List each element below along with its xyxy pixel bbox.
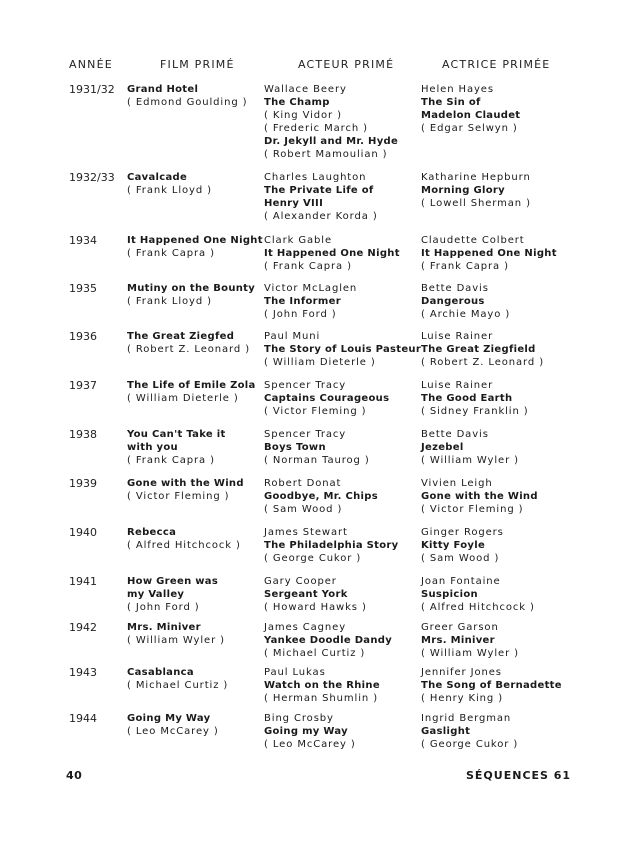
award-year: 1944 bbox=[69, 712, 97, 725]
person-name: Ginger Rogers bbox=[421, 527, 504, 538]
film-title: Boys Town bbox=[264, 442, 326, 453]
person-name: ( Victor Fleming ) bbox=[421, 504, 524, 515]
film-title: with you bbox=[127, 442, 178, 453]
person-name: Greer Garson bbox=[421, 622, 499, 633]
film-cell bbox=[127, 171, 212, 197]
person-name: Joan Fontaine bbox=[421, 576, 501, 587]
film-cell bbox=[127, 330, 250, 356]
actor-cell bbox=[264, 477, 378, 516]
person-name: ( Sam Wood ) bbox=[421, 553, 500, 564]
person-name: ( Frank Lloyd ) bbox=[127, 185, 212, 196]
film-title: Casablanca bbox=[127, 667, 194, 678]
person-name: Paul Lukas bbox=[264, 667, 326, 678]
film-title: Henry VIII bbox=[264, 198, 324, 209]
actor-cell bbox=[264, 234, 400, 273]
person-name: ( Frank Capra ) bbox=[127, 248, 215, 259]
person-name: ( John Ford ) bbox=[264, 309, 337, 320]
person-name: Luise Rainer bbox=[421, 380, 494, 391]
actress-cell bbox=[421, 666, 562, 705]
person-name: ( Henry King ) bbox=[421, 693, 503, 704]
person-name: Spencer Tracy bbox=[264, 429, 347, 440]
person-name: Gary Cooper bbox=[264, 576, 337, 587]
person-name: Robert Donat bbox=[264, 478, 342, 489]
film-title: The Story of Louis Pasteur bbox=[264, 344, 422, 355]
film-cell bbox=[127, 575, 218, 614]
person-name: James Cagney bbox=[264, 622, 347, 633]
film-title: Cavalcade bbox=[127, 172, 188, 183]
person-name: ( William Dieterle ) bbox=[264, 357, 376, 368]
actor-cell bbox=[264, 379, 389, 418]
person-name: ( Howard Hawks ) bbox=[264, 602, 367, 613]
film-title: You Can't Take it bbox=[127, 429, 226, 440]
award-year: 1938 bbox=[69, 428, 97, 441]
actress-cell bbox=[421, 83, 520, 135]
film-title: The Private Life of bbox=[264, 185, 374, 196]
person-name: ( Alfred Hitchcock ) bbox=[127, 540, 241, 551]
header-actor: ACTEUR PRIMÉ bbox=[298, 58, 395, 71]
person-name: Jennifer Jones bbox=[421, 667, 502, 678]
person-name: ( Frank Capra ) bbox=[421, 261, 509, 272]
actress-cell bbox=[421, 379, 529, 418]
person-name: ( Archie Mayo ) bbox=[421, 309, 511, 320]
film-title: Going My Way bbox=[127, 713, 211, 724]
film-title: Rebecca bbox=[127, 527, 177, 538]
film-title: Kitty Foyle bbox=[421, 540, 486, 551]
person-name: Claudette Colbert bbox=[421, 235, 525, 246]
film-cell bbox=[127, 379, 256, 405]
person-name: ( Frederic March ) bbox=[264, 123, 368, 134]
person-name: ( Robert Z. Leonard ) bbox=[127, 344, 251, 355]
film-title: The Philadelphia Story bbox=[264, 540, 399, 551]
actor-cell bbox=[264, 330, 421, 369]
page-number: 40 bbox=[66, 769, 83, 782]
award-year: 1943 bbox=[69, 666, 97, 679]
person-name: Helen Hayes bbox=[421, 84, 494, 95]
film-cell bbox=[127, 477, 244, 503]
person-name: ( Edgar Selwyn ) bbox=[421, 123, 518, 134]
person-name: Luise Rainer bbox=[421, 331, 494, 342]
header-actress: ACTRICE PRIMÉE bbox=[442, 58, 551, 71]
person-name: ( Alfred Hitchcock ) bbox=[421, 602, 535, 613]
actor-cell bbox=[264, 83, 398, 161]
actress-cell bbox=[421, 428, 519, 467]
film-cell bbox=[127, 83, 247, 109]
film-title: It Happened One Night bbox=[264, 248, 400, 259]
person-name: Bette Davis bbox=[421, 429, 489, 440]
film-title: my Valley bbox=[127, 589, 185, 600]
header-film: FILM PRIMÉ bbox=[160, 58, 235, 71]
person-name: Bing Crosby bbox=[264, 713, 334, 724]
film-cell bbox=[127, 666, 228, 692]
award-year: 1940 bbox=[69, 526, 97, 539]
person-name: James Stewart bbox=[264, 527, 348, 538]
film-cell bbox=[127, 282, 255, 308]
film-title: Morning Glory bbox=[421, 185, 505, 196]
person-name: ( George Cukor ) bbox=[264, 553, 362, 564]
actor-cell bbox=[264, 712, 356, 751]
person-name: ( Michael Curtiz ) bbox=[264, 648, 366, 659]
film-title: It Happened One Night bbox=[127, 235, 263, 246]
film-title: Mutiny on the Bounty bbox=[127, 283, 256, 294]
actress-cell bbox=[421, 477, 538, 516]
film-cell bbox=[127, 428, 226, 467]
person-name: ( Leo McCarey ) bbox=[264, 739, 356, 750]
award-year: 1931/32 bbox=[69, 83, 115, 96]
person-name: ( Leo McCarey ) bbox=[127, 726, 219, 737]
film-title: Dangerous bbox=[421, 296, 485, 307]
award-year: 1941 bbox=[69, 575, 97, 588]
film-title: The Informer bbox=[264, 296, 341, 307]
person-name: ( John Ford ) bbox=[127, 602, 200, 613]
film-title: Mrs. Miniver bbox=[127, 622, 201, 633]
person-name: ( Frank Capra ) bbox=[264, 261, 352, 272]
person-name: ( Lowell Sherman ) bbox=[421, 198, 531, 209]
film-title: The Song of Bernadette bbox=[421, 680, 562, 691]
film-title: Suspicion bbox=[421, 589, 478, 600]
film-title: The Sin of bbox=[421, 97, 481, 108]
film-title: Going my Way bbox=[264, 726, 348, 737]
actor-cell bbox=[264, 666, 380, 705]
person-name: ( Robert Z. Leonard ) bbox=[421, 357, 545, 368]
film-title: Gone with the Wind bbox=[421, 491, 538, 502]
actress-cell bbox=[421, 526, 504, 565]
person-name: ( Frank Lloyd ) bbox=[127, 296, 212, 307]
award-year: 1935 bbox=[69, 282, 97, 295]
film-title: The Life of Emile Zola bbox=[127, 380, 256, 391]
film-title: It Happened One Night bbox=[421, 248, 557, 259]
film-cell bbox=[127, 526, 241, 552]
actor-cell bbox=[264, 526, 398, 565]
person-name: ( Michael Curtiz ) bbox=[127, 680, 229, 691]
person-name: ( William Dieterle ) bbox=[127, 393, 239, 404]
actress-cell bbox=[421, 330, 544, 369]
actor-cell bbox=[264, 282, 357, 321]
person-name: ( William Wyler ) bbox=[421, 455, 519, 466]
film-title: Madelon Claudet bbox=[421, 110, 521, 121]
person-name: Ingrid Bergman bbox=[421, 713, 512, 724]
film-title: How Green was bbox=[127, 576, 219, 587]
award-year: 1932/33 bbox=[69, 171, 115, 184]
person-name: ( Frank Capra ) bbox=[127, 455, 215, 466]
person-name: ( Edmond Goulding ) bbox=[127, 97, 248, 108]
actress-cell bbox=[421, 234, 557, 273]
film-title: Captains Courageous bbox=[264, 393, 390, 404]
actress-cell bbox=[421, 282, 510, 321]
header-year: ANNÉE bbox=[69, 58, 113, 71]
film-title: Sergeant York bbox=[264, 589, 348, 600]
film-title: The Great Ziegfield bbox=[421, 344, 536, 355]
person-name: ( Sam Wood ) bbox=[264, 504, 343, 515]
award-year: 1934 bbox=[69, 234, 97, 247]
person-name: Charles Laughton bbox=[264, 172, 367, 183]
film-title: Mrs. Miniver bbox=[421, 635, 495, 646]
person-name: ( Victor Fleming ) bbox=[264, 406, 367, 417]
film-title: Yankee Doodle Dandy bbox=[264, 635, 393, 646]
actor-cell bbox=[264, 621, 392, 660]
film-title: Gone with the Wind bbox=[127, 478, 244, 489]
journal-footer: SÉQUENCES 61 bbox=[466, 769, 572, 782]
person-name: Bette Davis bbox=[421, 283, 489, 294]
film-title: Goodbye, Mr. Chips bbox=[264, 491, 378, 502]
person-name: ( William Wyler ) bbox=[421, 648, 519, 659]
person-name: ( King Vidor ) bbox=[264, 110, 342, 121]
actress-cell bbox=[421, 621, 519, 660]
film-cell bbox=[127, 234, 263, 260]
film-title: Gaslight bbox=[421, 726, 471, 737]
film-cell bbox=[127, 712, 219, 738]
person-name: Wallace Beery bbox=[264, 84, 347, 95]
person-name: Katharine Hepburn bbox=[421, 172, 531, 183]
person-name: ( Alexander Korda ) bbox=[264, 211, 378, 222]
film-cell bbox=[127, 621, 225, 647]
person-name: ( William Wyler ) bbox=[127, 635, 225, 646]
film-title: The Good Earth bbox=[421, 393, 513, 404]
film-title: The Great Ziegfed bbox=[127, 331, 235, 342]
actress-cell bbox=[421, 712, 518, 751]
film-title: Dr. Jekyll and Mr. Hyde bbox=[264, 136, 399, 147]
actor-cell bbox=[264, 428, 370, 467]
person-name: Spencer Tracy bbox=[264, 380, 347, 391]
person-name: Clark Gable bbox=[264, 235, 333, 246]
person-name: Vivien Leigh bbox=[421, 478, 493, 489]
film-title: Watch on the Rhine bbox=[264, 680, 380, 691]
film-title: Grand Hotel bbox=[127, 84, 199, 95]
actor-cell bbox=[264, 171, 378, 223]
film-title: The Champ bbox=[264, 97, 330, 108]
person-name: ( George Cukor ) bbox=[421, 739, 519, 750]
person-name: ( Herman Shumlin ) bbox=[264, 693, 379, 704]
person-name: ( Victor Fleming ) bbox=[127, 491, 230, 502]
award-year: 1937 bbox=[69, 379, 97, 392]
film-title: Jezebel bbox=[421, 442, 464, 453]
person-name: ( Norman Taurog ) bbox=[264, 455, 370, 466]
person-name: ( Robert Mamoulian ) bbox=[264, 149, 388, 160]
person-name: Victor McLaglen bbox=[264, 283, 358, 294]
award-year: 1936 bbox=[69, 330, 97, 343]
person-name: ( Sidney Franklin ) bbox=[421, 406, 529, 417]
actor-cell bbox=[264, 575, 367, 614]
award-year: 1942 bbox=[69, 621, 97, 634]
award-year: 1939 bbox=[69, 477, 97, 490]
person-name: Paul Muni bbox=[264, 331, 321, 342]
actress-cell bbox=[421, 575, 535, 614]
actress-cell bbox=[421, 171, 531, 210]
